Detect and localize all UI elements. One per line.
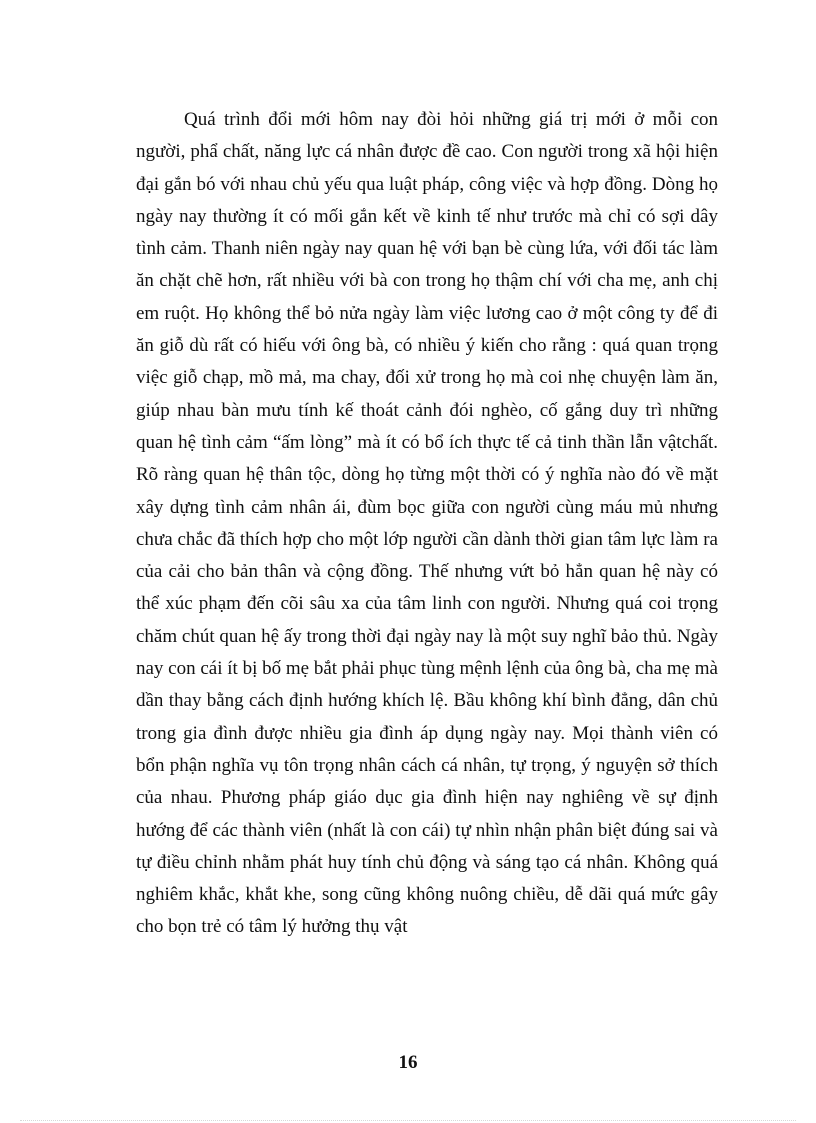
body-text xyxy=(136,104,718,944)
paragraph: Quá trình đổi mới hôm nay đòi hỏi những giá trị mới ở mỗi con người, phẩ chất, năng lực cá nhân được đề cao. Con người trong xã hội hiện đại gắn bó với nhau chủ yếu qua luật pháp, công việc và hợp đồng. Dòng họ ngày nay thường ít có mối gắn kết về kinh tế như trước mà chỉ có sợi dây tình cảm. Thanh niên ngày nay quan hệ với bạn bè cùng lứa, với đối tác làm ăn chặt chẽ hơn, rất nhiều với bà con trong họ thậm chí với cha mẹ, anh chị em ruột. Họ không thể bỏ nửa ngày làm việc lương cao ở một công ty để đi ăn giỗ dù rất có hiếu với ông bà, có nhiều ý kiến cho rằng : quá quan trọng việc giỗ chạp, mồ mả, ma chay, đối xử trong họ mà coi nhẹ chuyện làm ăn, giúp nhau bàn mưu tính kế thoát cảnh đói nghèo, cố gắng duy trì những quan hệ tình cảm “ấm lòng” mà ít có bổ ích thực tế cả tinh thần lẫn vậtchất. Rõ ràng quan hệ thân tộc, dòng họ từng một thời có ý nghĩa nào đó về mặt xây dựng tình cảm nhân ái, đùm bọc giữa con người cùng máu mủ nhưng chưa chắc đã thích hợp cho một lớp người cần dành thời gian tâm lực làm ra của cải cho bản thân và cộng đồng. Thế nhưng vứt bỏ hẳn quan hệ này có thể xúc phạm đến cõi sâu xa của tâm linh con người. Nhưng quá coi trọng chăm chút quan hệ ấy trong thời đại ngày nay là một suy nghĩ bảo thủ. Ngày nay con cái ít bị bố mẹ bắt phải phục tùng mệnh lệnh của ông bà, cha mẹ mà dần thay bằng cách định hướng khích lệ. Bầu không khí bình đẳng, dân chủ trong gia đình được nhiều gia đình áp dụng ngày nay. Mọi thành viên có bổn phận nghĩa vụ tôn trọng nhân cách cá nhân, tự trọng, ý nguyện sở thích của nhau. Phương pháp giáo dục gia đình hiện nay nghiêng về sự định hướng để các thành viên (nhất là con cái) tự nhìn nhận phân biệt đúng sai và tự điều chỉnh nhằm phát huy tính chủ động và sáng tạo cá nhân. Không quá nghiêm khắc, khắt khe, song cũng không nuông chiều, dễ dãi quá mức gây cho bọn trẻ có tâm lý hưởng thụ vật xyxy=(136,109,718,938)
page-bottom-divider xyxy=(20,1120,796,1121)
page-number: 16 xyxy=(398,1052,418,1073)
